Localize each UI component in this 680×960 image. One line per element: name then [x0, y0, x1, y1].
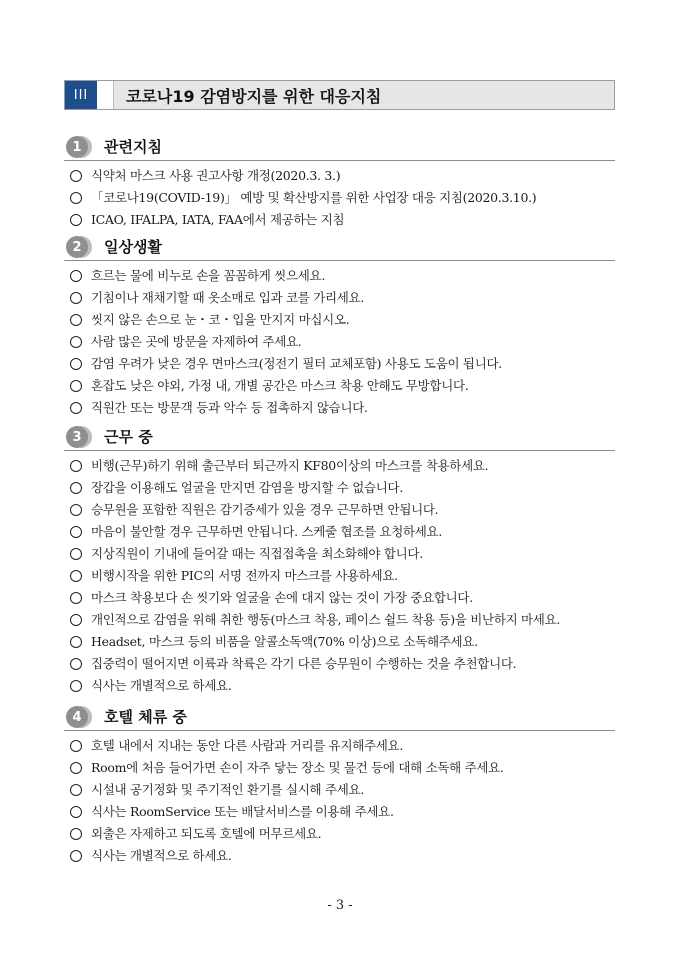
section-header: [64, 704, 615, 731]
section-item-list: [64, 451, 615, 697]
circle-bullet-icon: [70, 460, 82, 472]
list-item: 집중력이 떨어지면 이륙과 착륙은 각기 다른 승무원이 수행하는 것을 추천합니다.: [64, 653, 615, 675]
circle-bullet-icon: [70, 614, 82, 626]
page-number: - 3 -: [327, 898, 353, 913]
list-item: Headset, 마스크 등의 비품을 알콜소독액(70% 이상)으로 소독해주세요.: [64, 631, 615, 653]
list-item: 개인적으로 감염을 위해 취한 행동(마스크 착용, 페이스 쉴드 착용 등)을 비난하지 마세요.: [64, 609, 615, 631]
circle-bullet-icon: [70, 592, 82, 604]
circle-bullet-icon: [70, 192, 82, 204]
circle-bullet-icon: [70, 336, 82, 348]
section-related-guidelines: [64, 134, 615, 231]
circle-bullet-icon: [70, 214, 82, 226]
section-at-work: [64, 424, 615, 697]
chapter-gap: [97, 81, 113, 109]
circle-bullet-icon: [70, 504, 82, 516]
list-item: 외출은 자제하고 되도록 호텔에 머무르세요.: [64, 823, 615, 845]
circle-bullet-icon: [70, 526, 82, 538]
list-item: 식사는 RoomService 또는 배달서비스를 이용해 주세요.: [64, 801, 615, 823]
list-item: 마음이 불안할 경우 근무하면 안됩니다. 스케줄 협조를 요청하세요.: [64, 521, 615, 543]
section-item-list: [64, 261, 615, 419]
list-item: 직원간 또는 방문객 등과 악수 등 접촉하지 않습니다.: [64, 397, 615, 419]
circle-bullet-icon: [70, 548, 82, 560]
list-item: 기침이나 재채기할 때 옷소매로 입과 코를 가리세요.: [64, 287, 615, 309]
circle-bullet-icon: [70, 570, 82, 582]
section-title: 관련지침: [104, 138, 162, 156]
list-item: 감염 우려가 낮은 경우 면마스크(정전기 필터 교체포함) 사용도 도움이 됩니다.: [64, 353, 615, 375]
section-number-badge: 3: [66, 426, 88, 448]
section-number-badge: 2: [66, 236, 88, 258]
circle-bullet-icon: [70, 380, 82, 392]
circle-bullet-icon: [70, 358, 82, 370]
circle-bullet-icon: [70, 170, 82, 182]
section-title: 근무 중: [104, 428, 153, 446]
list-item: 비행시작을 위한 PIC의 서명 전까지 마스크를 사용하세요.: [64, 565, 615, 587]
section-header: [64, 424, 615, 451]
section-daily-life: [64, 234, 615, 419]
list-item: 식사는 개별적으로 하세요.: [64, 675, 615, 697]
section-header: [64, 134, 615, 161]
section-number-badge: 1: [66, 136, 88, 158]
circle-bullet-icon: [70, 270, 82, 282]
circle-bullet-icon: [70, 292, 82, 304]
list-item: ICAO, IFALPA, IATA, FAA에서 제공하는 지침: [64, 209, 615, 231]
list-item: 식약처 마스크 사용 권고사항 개정(2020.3. 3.): [64, 165, 615, 187]
section-title: 일상생활: [104, 238, 162, 256]
list-item: 사람 많은 곳에 방문을 자제하여 주세요.: [64, 331, 615, 353]
circle-bullet-icon: [70, 850, 82, 862]
list-item: 식사는 개별적으로 하세요.: [64, 845, 615, 867]
circle-bullet-icon: [70, 314, 82, 326]
circle-bullet-icon: [70, 784, 82, 796]
list-item: 마스크 착용보다 손 씻기와 얼굴을 손에 대지 않는 것이 가장 중요합니다.: [64, 587, 615, 609]
circle-bullet-icon: [70, 636, 82, 648]
list-item: 승무원을 포함한 직원은 감기증세가 있을 경우 근무하면 안됩니다.: [64, 499, 615, 521]
chapter-header: [64, 80, 615, 110]
circle-bullet-icon: [70, 658, 82, 670]
circle-bullet-icon: [70, 762, 82, 774]
circle-bullet-icon: [70, 828, 82, 840]
section-item-list: [64, 731, 615, 867]
section-header: [64, 234, 615, 261]
chapter-title: 코로나19 감염방지를 위한 대응지침: [113, 81, 614, 109]
list-item: Room에 처음 들어가면 손이 자주 닿는 장소 및 물건 등에 대해 소독해 주세요.: [64, 757, 615, 779]
circle-bullet-icon: [70, 482, 82, 494]
circle-bullet-icon: [70, 402, 82, 414]
circle-bullet-icon: [70, 806, 82, 818]
list-item: 장갑을 이용해도 얼굴을 만지면 감염을 방지할 수 없습니다.: [64, 477, 615, 499]
section-number-badge: 4: [66, 706, 88, 728]
list-item: 비행(근무)하기 위해 출근부터 퇴근까지 KF80이상의 마스크를 착용하세요.: [64, 455, 615, 477]
list-item: 흐르는 물에 비누로 손을 꼼꼼하게 씻으세요.: [64, 265, 615, 287]
section-title: 호텔 체류 중: [104, 708, 187, 726]
chapter-number: III: [65, 81, 97, 109]
circle-bullet-icon: [70, 680, 82, 692]
section-hotel-stay: [64, 704, 615, 867]
circle-bullet-icon: [70, 740, 82, 752]
list-item: 호텔 내에서 지내는 동안 다른 사람과 거리를 유지해주세요.: [64, 735, 615, 757]
list-item: 혼잡도 낮은 야외, 가정 내, 개별 공간은 마스크 착용 안해도 무방합니다.: [64, 375, 615, 397]
list-item: 씻지 않은 손으로 눈・코・입을 만지지 마십시오.: [64, 309, 615, 331]
list-item: 시설내 공기정화 및 주기적인 환기를 실시해 주세요.: [64, 779, 615, 801]
list-item: 「코로나19(COVID-19)」 예방 및 확산방지를 위한 사업장 대응 지침(2020.3.10.): [64, 187, 615, 209]
section-item-list: [64, 161, 615, 231]
list-item: 지상직원이 기내에 들어갈 때는 직접접촉을 최소화해야 합니다.: [64, 543, 615, 565]
